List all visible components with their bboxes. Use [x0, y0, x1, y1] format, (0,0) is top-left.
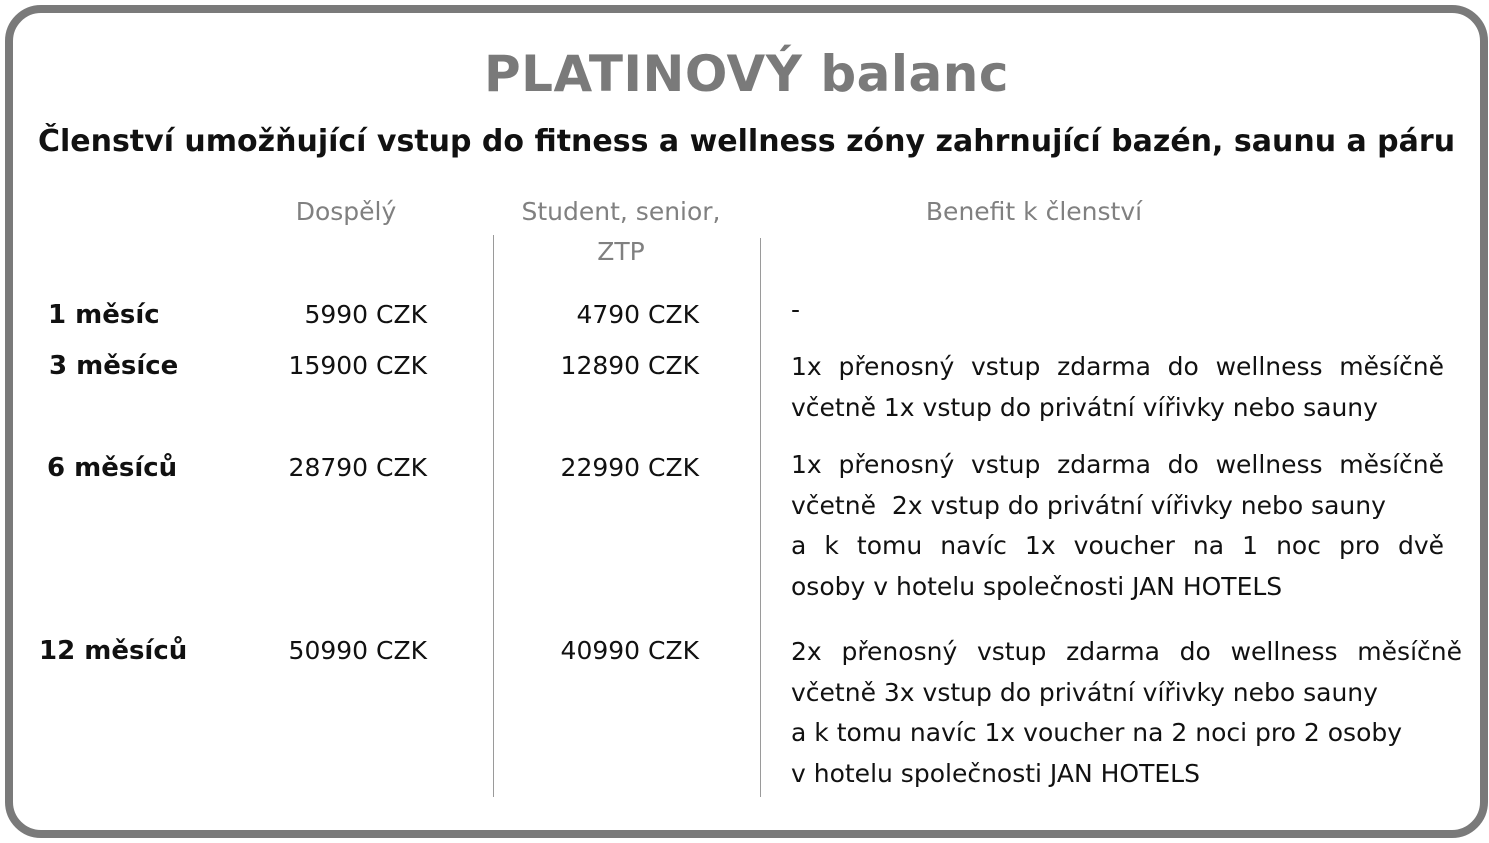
benefit-line: 2x přenosný vstup zdarma do wellness měsíčně — [791, 637, 1462, 666]
row-label-6-months: 6 měsíců — [47, 453, 178, 483]
benefit-12-months — [791, 632, 1462, 794]
column-header-reduced — [495, 192, 747, 272]
benefit-line: včetně 3x vstup do privátní vířivky nebo sauny — [791, 677, 1378, 707]
price-adult-1-month: 5990 CZK — [304, 300, 427, 329]
price-reduced-1-month: 4790 CZK — [576, 300, 699, 329]
benefit-6-months — [791, 445, 1444, 607]
row-label-3-months: 3 měsíce — [49, 351, 179, 381]
price-adult-3-months: 15900 CZK — [288, 351, 427, 380]
benefit-line: a k tomu navíc 1x voucher na 1 noc pro dvě — [791, 531, 1444, 560]
benefit-line: v hotelu společnosti JAN HOTELS — [791, 758, 1200, 788]
price-adult-6-months: 28790 CZK — [288, 453, 427, 482]
column-header-reduced-line2: ZTP — [597, 237, 645, 266]
column-header-reduced-line1: Student, senior, — [521, 197, 721, 226]
benefit-line: včetně 1x vstup do privátní vířivky nebo sauny — [791, 392, 1378, 422]
price-adult-12-months: 50990 CZK — [288, 636, 427, 665]
row-label-12-months: 12 měsíců — [39, 636, 188, 666]
column-divider-right — [760, 238, 761, 797]
price-reduced-6-months: 22990 CZK — [560, 453, 699, 482]
page-subtitle: Členství umožňující vstup do fitness a wellness zóny zahrnující bazén, saunu a páru — [37, 124, 1456, 159]
column-header-benefit: Benefit k členství — [925, 197, 1143, 226]
row-label-1-month: 1 měsíc — [48, 300, 160, 330]
benefit-1-month — [791, 290, 800, 331]
price-reduced-3-months: 12890 CZK — [560, 351, 699, 380]
column-divider-left — [493, 235, 494, 797]
benefit-line: - — [791, 295, 801, 324]
benefit-line: 1x přenosný vstup zdarma do wellness měsíčně — [791, 352, 1444, 381]
benefit-line: včetně 2x vstup do privátní vířivky nebo sauny — [791, 490, 1386, 520]
page-title: PLATINOVÝ balanc — [484, 45, 1009, 103]
benefit-3-months — [791, 347, 1444, 428]
column-header-adult: Dospělý — [295, 197, 397, 226]
benefit-line: 1x přenosný vstup zdarma do wellness měsíčně — [791, 450, 1444, 479]
benefit-line: a k tomu navíc 1x voucher na 2 noci pro 2 osoby — [791, 718, 1403, 747]
benefit-line: osoby v hotelu společnosti JAN HOTELS — [791, 571, 1283, 601]
price-reduced-12-months: 40990 CZK — [560, 636, 699, 665]
